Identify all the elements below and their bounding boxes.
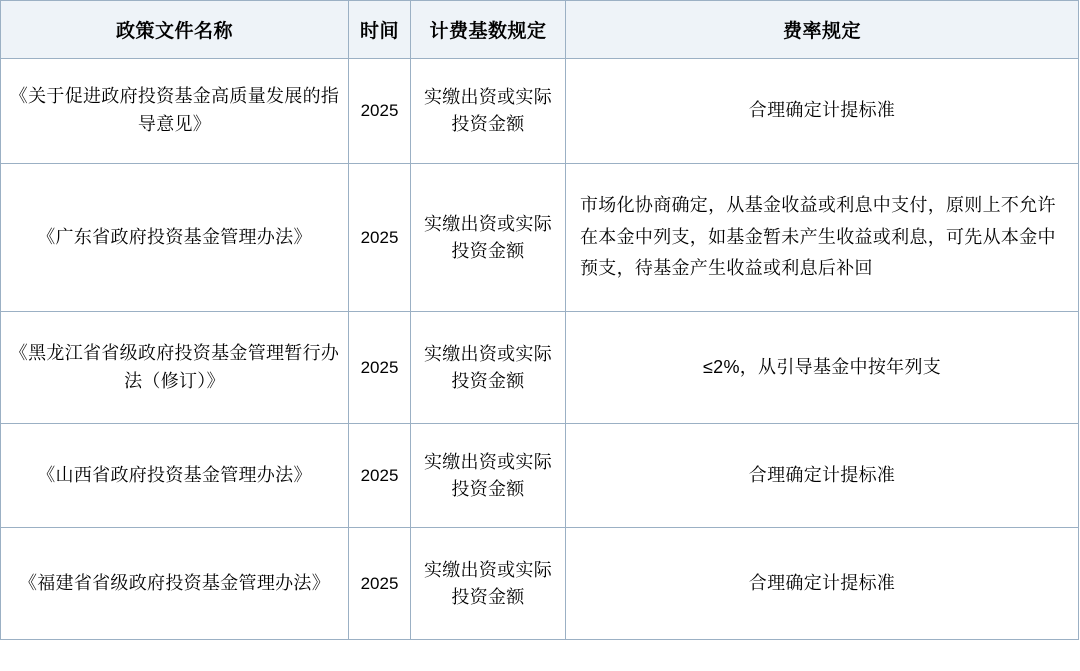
cell-time: 2025 (349, 59, 411, 164)
column-header-fee-base: 计费基数规定 (411, 1, 566, 59)
column-header-policy-name: 政策文件名称 (1, 1, 349, 59)
table-row (1, 528, 1079, 640)
cell-fee-rate: 市场化协商确定，从基金收益或利息中支付，原则上不允许在本金中列支，如基金暂未产生收益或利息，可先从本金中预支，待基金产生收益或利息后补回 (566, 164, 1079, 312)
table-header (1, 1, 1079, 59)
table-row (1, 424, 1079, 528)
table-header-row (1, 1, 1079, 59)
cell-policy-name: 《福建省省级政府投资基金管理办法》 (1, 528, 349, 640)
cell-fee-base: 实缴出资或实际投资金额 (411, 424, 566, 528)
cell-fee-rate: 合理确定计提标准 (566, 59, 1079, 164)
table-row (1, 59, 1079, 164)
cell-policy-name: 《广东省政府投资基金管理办法》 (1, 164, 349, 312)
table-row (1, 312, 1079, 424)
column-header-fee-rate: 费率规定 (566, 1, 1079, 59)
cell-policy-name: 《黑龙江省省级政府投资基金管理暂行办法（修订）》 (1, 312, 349, 424)
cell-fee-rate: 合理确定计提标准 (566, 528, 1079, 640)
cell-fee-base: 实缴出资或实际投资金额 (411, 312, 566, 424)
cell-policy-name: 《山西省政府投资基金管理办法》 (1, 424, 349, 528)
cell-time: 2025 (349, 424, 411, 528)
cell-fee-base: 实缴出资或实际投资金额 (411, 59, 566, 164)
table-row (1, 164, 1079, 312)
cell-fee-base: 实缴出资或实际投资金额 (411, 164, 566, 312)
cell-fee-rate: ≤2%，从引导基金中按年列支 (566, 312, 1079, 424)
table-body (1, 59, 1079, 640)
cell-time: 2025 (349, 312, 411, 424)
cell-fee-base: 实缴出资或实际投资金额 (411, 528, 566, 640)
cell-time: 2025 (349, 528, 411, 640)
column-header-time: 时间 (349, 1, 411, 59)
cell-time: 2025 (349, 164, 411, 312)
cell-policy-name: 《关于促进政府投资基金高质量发展的指导意见》 (1, 59, 349, 164)
cell-fee-rate: 合理确定计提标准 (566, 424, 1079, 528)
